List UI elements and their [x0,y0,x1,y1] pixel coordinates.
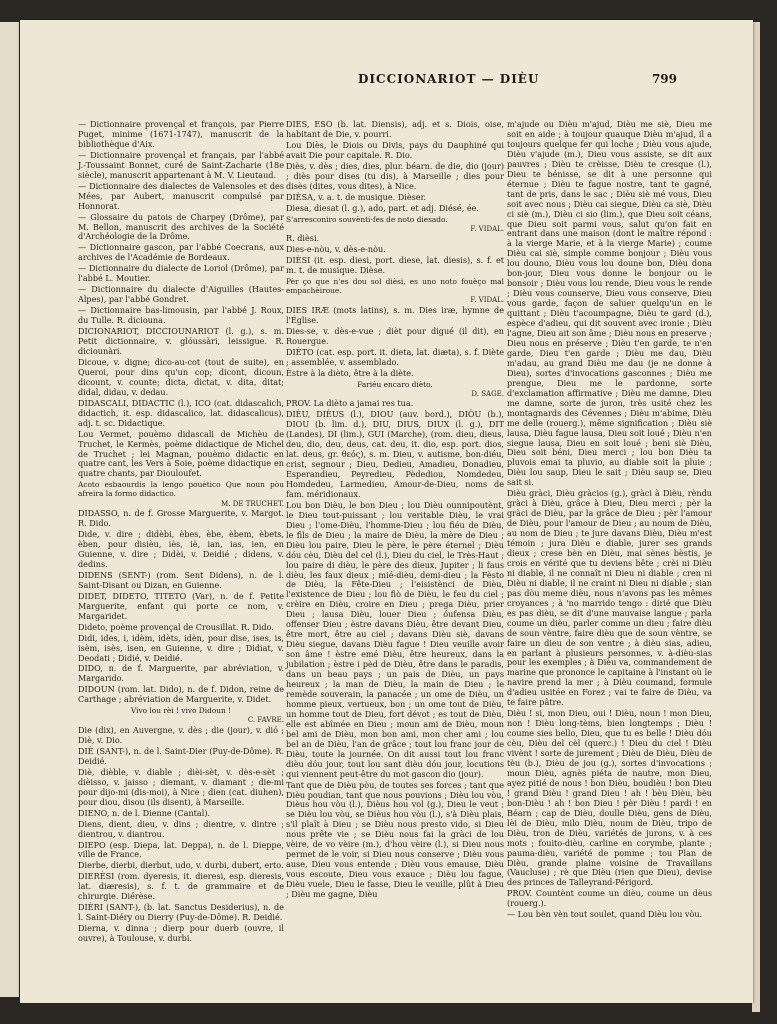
dictionary-paragraph: R. dièsi. [286,233,320,244]
dictionary-paragraph: Die (dix), en Auvergne, v. dès ; die (jour), v. dió ; Diè, v. Dio. [78,725,284,745]
dictionary-paragraph: Fariéu encaro dièto. [357,379,433,389]
dictionary-paragraph: — Dictionnaire gascon, par l'abbé Coecrans, aux archives de l'Académie de Bordeaux. [78,242,284,263]
dictionary-paragraph: Didi, ides, i, idèm, idèts, idèn, pour dise, ises, is, isèm, isès, isen, en Guienne, v. dire ; Didiat, v. Deodati ; Didié, v. Deidié. [78,632,284,663]
dictionary-paragraph: m'ajude ou Dièu m'ajud, Dièu me siè, Dieu me soit en aide ; à toujour quauque Dièu m'ajud, il a toujours quelque fer qui loche ; Dièu vous ajude, Dièu v'ajude (m.), Dieu vous assiste, se dit aux pauvres ; Dièu te crèisse, Dièu te cresque (l.), Dieu te bénisse, se dit à une personne qui éternue ; Dièu te fague nostre, tant te gagné, tant de pris, dans le sac ; Dièu siè mé vous, Dieu soit avec nous ; Dièu cai siegue, Dièu ca siè, Dièu ci siè (m.), Dièu ci sio (lim.), que Dieu soit céans, que Dieu soit parmi vous, salut qu'on fait en entrant dans une maison (dont le maître répond : à la vierge Marie, et à la vierge Marie) ; coume Dièu cai siè, simple comme bonjour ; Dièu vous lou douno, Dièu vous lou doune bon, Dièu dona bon-jour, Dieu vous donne le bonjour ou le bonsoir ; Dièu vous lou rende, Dieu vous le rende ; Dièu vous counserve, Dieu vous conserve, Dieu vous garde, façon de saluer quelqu'un en le quittant ; Dièu t'acoumpagne, Dièu te gard (d.), espèce d'adieu, qui dit souvent avec ironie ; Dièu l'agne, Dieu ait son âme ; Dièu nous en preserve ; Dieu nous en préserve ; Dièu t'en garde, te n'en garde, Dieu t'en garde ; Dièu me dau, Dièu m'adau, au grand Dièu me dau (je ne donne à Dieu), sortes d'invocations gasconnes ; Dièu me prengue, Dieu me le pardonne, sorte d'exclamation affirmative ; Dièu me damne, Dieu me damne, sorte de juron, très usité chez les montagnards des Cévennes ; Dièu m'abime, Dièu me delle (rouerg.), même signification ; Dièu siè lausa, Dièu fague lausa, Dieu soit loué ; Dièu n'en siegue lausa, Dieu en soit loué ; beni siè Dièu, Dieu soit béni, Dieu merci ; lou bon Dièu ta pluvois emai ta pluvio, au diable soit la pluie ; Dièu lou saup, Dieu le sait ; Dièu saup se, Dieu sait si. [507,119,712,488]
dictionary-paragraph: DIDOUN (rom. lat. Dido), n. de f. Didon, reine de Carthage ; abréviation de Marguerite, v. Didet. [78,684,284,705]
dictionary-paragraph: F. VIDAL. [470,296,504,305]
dictionary-paragraph: DIDASCALI, DIDACTIC (l.), ICO (cat. didascalich, didactich, it. esp. didascalico, lat. didascalicus), adj. t. sc. Didactique. [78,397,284,428]
dictionary-paragraph: DIÈ (SANT-), n. de l. Saint-Dier (Puy-de-Dôme). R. Deidié. [78,745,284,766]
dictionary-paragraph: — Dictionnaire provençal et françois, par Pierre Puget, minime (1671-1747), manuscrit de la bibliothèque d'Aix. [78,119,284,149]
dictionary-paragraph: Dicoue, v. digne; dico-au-cot (tout de suite), en Queroi, pour dins qu'un cop; dicont, dicoun, dicount, v. counte; dicta, dictat, v. dita, ditat; didal, didau, v. dedau. [78,356,284,397]
dictionary-paragraph: DIÈTO (cat. esp. port. it. dieta, lat. diæta), s. f. Diète ; assemblée, v. assemblado. [286,346,504,367]
dictionary-paragraph: Diens, dient, dieu, v. dins ; dientre, v. dintre ; dientrou, v. diantrou. [78,818,284,839]
dictionary-paragraph: Lou Diès, le Diois ou Divis, pays du Dauphiné qui avait Die pour capitale. R. Dio. [286,139,504,160]
dictionary-paragraph: — Dictionnaire bas-limousin, par l'abbé J. Roux, du Tulle. R. diciouna. [78,305,284,326]
dictionary-paragraph: PROV. La dièto a jamai res tua. [286,398,414,409]
dictionary-paragraph: Èstre à la dièto, être à la diète. [286,367,414,378]
dictionary-paragraph: Dierbe, dierbi, dierbut, udo, v. durbi, dubert, erto. [78,860,284,871]
dictionary-paragraph: — Dictionnaire du dialecte de Loriol (Drôme), par l'abbé L. Moutier. [78,263,284,284]
dictionary-paragraph: DIDENS (SENT-) (rom. Sent Didens), n. de l. Saint-Disant ou Dizan, en Guienne. [78,569,284,590]
dictionary-paragraph: DIES IRÆ (mots latins), s. m. Dies iræ, hymne de l'Église. [286,304,504,325]
running-title: DICCIONARIOT — DIÈU [358,72,540,86]
dictionary-paragraph: — Glossaire du patois de Charpey (Drôme), par M. Bellon, manuscrit des archives de la Société d'Archéologie de la Drôme. [78,211,284,242]
dictionary-paragraph: Dièu ! si, mon Dieu, oui ! Dièu, noun ! mon Dieu, non ! Dièu long-tèms, bien longtemps ; Dièu ! coume sies bello, Dieu, que tu es belle ! Dièu dóu cèu, Dièu del cèl (querc.) ! Dieu du ciel ! Dièu vivènt ! sorte de jurement ; Dièu de Dièu, Dièu de tèu (b.), Dièu de jou (g.), sortes d'invocations ; moun Dièu, agnès piéta de nautre, mon Dieu, ayez pitié de nous ! bon Dièu, boudièu ! bon Dieu ! grand Dièu ! grand Dieu ! ah ! bèu Dièu, bèu bon-Dièu ! ah ! bon Dieu ! pèr Dièu ! pardi ! en Béarn ; cap de Dièu, doulle Dièu, gens de Dièu, lèi de Dièu, milo Dièu, noum de Dièu, tripo de Dièu, tron de Dièu, variétés de jurons, v. à ces mots ; fouito-dièu, carline en corymbe, plante ; pauma-dièu, variété de pomme ; tou Plan de Dièu, grande plaine voisine de Travaillans (Vaucluse) ; rè que Dièu (rien que Dieu), devise des princes de Talleyrand-Périgord. [507,708,712,888]
page-header [20,72,753,94]
dictionary-paragraph: Dierna, v. dinna ; dierp pour duerb (ouvre, il ouvre), à Toulouse, v. durbi. [78,923,284,944]
dictionary-paragraph: Acoto esbaourdis la lengo pouètico Que noun pòu afreira la formo didactico. [78,480,284,499]
dictionary-paragraph: DIÈSI (it. esp. diesi, port. diese, lat. diesis), s. f. et m. t. de musique. Dièse. [286,255,504,276]
dictionary-paragraph: Dies-se, v. dès-e-vue ; dièt pour digué (il dit), en Rouergue. [286,325,504,346]
dictionary-paragraph: Dide, v. dire ; didèbi, èbes, èbe, èbem, èbets, èben, pour disièu, iès, iè, ian, ias, ien, en Guienne, v. dire ; Didèi, v. Deidié ; didens, v. dedins. [78,529,284,569]
dictionary-paragraph: DIÈRI (SANT-), (b. lat. Sanctus Desiderius), n. de l. Saint-Diéry ou Dierry (Puy-de-Dôme). R. Deidié. [78,902,284,923]
dictionary-paragraph: Diès, v. dès ; dies, dies, plur. béarn. de die, dio (jour) ; diès pour dises (tu dis), à Marseille ; dies pour disès (dites, vous dites), à Nice. [286,160,504,191]
dictionary-paragraph: DIERÈSI (rom. dyeresis, it. dieresi, esp. dieresis, lat. diæresis), s. f. t. de grammaire et de chirurgie. Diérèse. [78,871,284,902]
dictionary-paragraph: Tant que de Dièu pòu, de toutes ses forces ; tant que Dièu poudian, tant que nous pouvions ; Dièu lou vòu, Dièus hou vòu (l.), Dièus hou vol (g.), Dieu le veut ; se Dièu lou vòu, se Dièus hou vòu (l.), s'à Dièu plais, s'il plaît à Dieu ; se Dièu nous presto vido, si Dieu nous prête vie ; se Dièu nous fai la gràci de lou vèire, de vo vèire (m.), d'hou vèire (l.), si Dieu nous permet de le voir, si Dieu nous conserve ; Dièu vous ause, Dieu vous entende ; Dièu vous emause, Dièu vous escoute, Dieu vous exauce ; Dièu lou fague, Dièu vuele, Dieu le fasse, Dieu le veuille, plût à Dieu ; Dièu me gagne, Dièu [286,779,504,900]
left-page-edge [0,22,19,997]
dictionary-paragraph: Diesa, diesat (l. g.), ado, part. et adj. Diésé, ée. [286,202,479,213]
dictionary-paragraph: DIDASSO, n. de f. Grosse Marguerite, v. Margot. R. Dido. [78,508,284,529]
dictionary-paragraph: Dideto, poème provençal de Crousillat. R. Dido. [78,621,274,632]
dictionary-paragraph: DICIONARIOT, DICCIOUNARIOT (l. g.), s. m. Petit dictionnaire, v. glóussàri, leissigue. R. diciounàri. [78,326,284,356]
dictionary-paragraph: — Dictionnaire des dialectes de Valensoles et des Mées, par Aubert, manuscrit compulsé par Honnorat. [78,180,284,211]
dictionary-paragraph: — Lou bèn vèn tout soulet, quand Dièu lou vòu. [507,909,703,920]
dictionary-paragraph: F. VIDAL. [470,224,504,233]
dictionary-paragraph: Vivo lou rèi ! vivo Didoun ! [130,706,232,716]
dictionary-paragraph: DIDET, DIDETO, TITETO (Var), n. de f. Petite Marguerite, enfant qui porte ce nom, v. Margaridet. [78,590,284,621]
dictionary-paragraph: DIÈSA, v. a. t. de musique. Dièser. [286,191,427,202]
dictionary-paragraph: PROV. Countènt coume un dièu, coume un dèus (rouerg.). [507,888,712,909]
dictionary-paragraph: DIÈU, DIÈUS (l.), DIOU (auv. bord.), DIÒU (b.), DIOU (b. lim. d.), DIU, DIUS, DIUX (l. g.), DIT (Landes), DI (lim.), GUI (Marche), (rom. dieu, dieus, deu, dio, deu, deus, cat. deu, it. dio, esp. port. dios, lat. deus, gr. θεός), s. m. Dieu, v. autisme, bon-diéu, crist, segnour ; Dieu, Dedieu, Amadieu, Donadieu, Esperandieu, Peyredieu, Pèdediou, Nomdedeu, Homdedeu, Larmedieu, Amour-de-Dieu, noms de fam. méridionaux. [286,409,504,499]
text-column-3 [507,120,712,921]
dictionary-paragraph: DIEPO (esp. Diepa, lat. Deppa), n. de l. Dieppe, ville de France. [78,839,284,860]
right-page-edge [752,22,760,1012]
dictionary-paragraph: Pèr ço que n'es dou sol dièsi, es uno noto fouèço mal empachèiroue. [286,277,504,296]
dictionary-paragraph: Dies-e-nòu, v. dès-e-nòu. [286,244,386,255]
dictionary-paragraph: S'arresconiro souvènti-fes de noto diesado. [286,214,448,224]
dictionary-paragraph: DIENO, n. de l. Dienne (Cantal). [78,807,211,818]
book-page [20,20,753,1003]
dictionary-paragraph: Diè, dièble, v. diable ; dièi-sèt, v. dès-e-sèt ; dièisso, v. jaisso ; diemant, v. diamant ; die-mi pour dijo-mi (dis-moi), à Nice ; dien (cat. diuhen), pour diou, disou (ils disent), à Marseille. [78,766,284,807]
page-number: 799 [651,72,677,86]
dictionary-paragraph: C. FAVRE. [247,716,284,725]
dictionary-paragraph: M. DE TRUCHET. [221,499,284,508]
text-column-1 [78,120,284,945]
text-column-2 [286,120,504,901]
dictionary-paragraph: — Dictionnaire provençal et français, par l'abbé J.-Toussaint Bonnet, curé de Saint-Zacharie (18e siècle), manuscrit appartenant à M. V. Lieutaud. [78,149,284,180]
dictionary-paragraph: DIDO, n. de f. Marguerite, par abréviation, v. Margarido. [78,663,284,684]
dictionary-paragraph: — Dictionnaire du dialecte d'Aiguilles (Hautes-Alpes), par l'abbé Gondret. [78,284,284,305]
dictionary-paragraph: DIES, ESO (b. lat. Diensis), adj. et s. Diois, oise, habitant de Die, v. pourri. [286,119,504,139]
dictionary-paragraph: Lou bon Dièu, le bon Dieu ; lou Dièu ounnipoutènt, le Dieu tout-puissant ; lou veritable Dièu, le vrai Dieu ; l'ome-Dièu, l'homme-Dieu ; lou fiéu de Dièu, le fils de Dieu ; la maire de Dièu, la mère de Dieu ; Dièu lou paire, Dieu le père, le père éternel ; Dièu dóu cèu, Dièu del cel (l.), Dieu du ciel, le Très-Haut ; lou paire di dièu, le père des dieux, Jupiter ; li faus dièu, les faux dieux ; mié-dièu, demi-dieu ; la Fèsto de Dièu, la Fête-Dieu ; l'eisistènci de Dièu, l'existence de Dieu ; lou fiò de Dièu, le feu du ciel ; crèire en Dièu, croire en Dieu ; prega Dièu, prier Dieu ; lausa Dièu, louer Dieu ; óufensa Dièu, offenser Dieu ; èstre davans Dièu, être devant Dieu, être mort, être au ciel ; davans Dièu siè, davans Dièu siegue, davans Dièu fague ! Dieu veuille avoir son âme ! èstre emé Dièu, être heureux, dans la jubilation ; èstre i pèd de Dièu, être dans le paradis, dans un beau pays ; un pais de Dièu, un pays heureux ; la man de Dièu, la main de Dieu ; le remède souverain, la panacée ; un ome de Dièu, un homme pieux, vertueux, bon ; un ome tout de Dièu, un homme tout de Dieu, fort dévot ; es tout de Dièu, elle est abîmée en Dieu ; moun ami de Dièu, moun bel ami de Dièu, mon bon ami, mon cher ami ; lou bel an de Dièu, l'an de grâce ; tout lou franc jour de Dièu, toute la journée. On dit aussi tout lou franc dièu dóu jour, tout lou sant dièu dóu jour, locutions qui viennent peut-être du mot gascon dio (jour). [286,499,504,779]
dictionary-paragraph: Lou Vermet, pouèmo didascali de Michèu de Truchet, le Kermès, poème didactique de Michel de Truchet ; lei Magnan, pouèmo didactic en quatre cant, les Vers à Soie, poème didactique en quatre chants, par Diouloufet. [78,428,284,479]
dictionary-paragraph: Dièu gràci, Dièu gràcios (g.), gràci à Dièu, rèndu gràci à Dièu, grâce à Dieu, Dieu merci ; pèr la gràci de Dièu, par la grâce de Dieu ; pèr l'amour de Dièu, pour l'amour de Dieu ; au noum de Dièu, au nom de Dieu ; te jure davans Dièu, Dièu m'est témoin ; jura Dièu e diable, jurer ses grands dieux ; crese bèn en Dièu, mai sènes bèstis, je crois en vérité que tu deviens bête ; crèi ni Dièu ni diable, il ne connaît ni Dieu ni diable ; cren ni Dièu ni diable, il ne craint ni Dieu ni diable ; sian pas dòu meme dièu, nous n'avons pas les mêmes croyances ; à 'no marrido tengo : dirié que Dièu es pas dièu, se dit d'une mauvaise langue ; parla coume un dièu, parler comme un dieu ; faire dièu de soun vèntre, faire dièu que de soun vèntre, se faire un dieu de son ventre ; à dièu sias, adieu, en parlant à plusieurs personnes, v. à-dièu-sias pour les exemples ; à Dièu va, commandement de marine que prononce le capitaine à l'instant où le navire prend la mer ; à Dièu coumand, formule d'adieu usitée en Forez ; vai te faire de Dièu, va te faire pâtre. [507,488,712,708]
dictionary-paragraph: D. SAGE. [471,389,504,398]
